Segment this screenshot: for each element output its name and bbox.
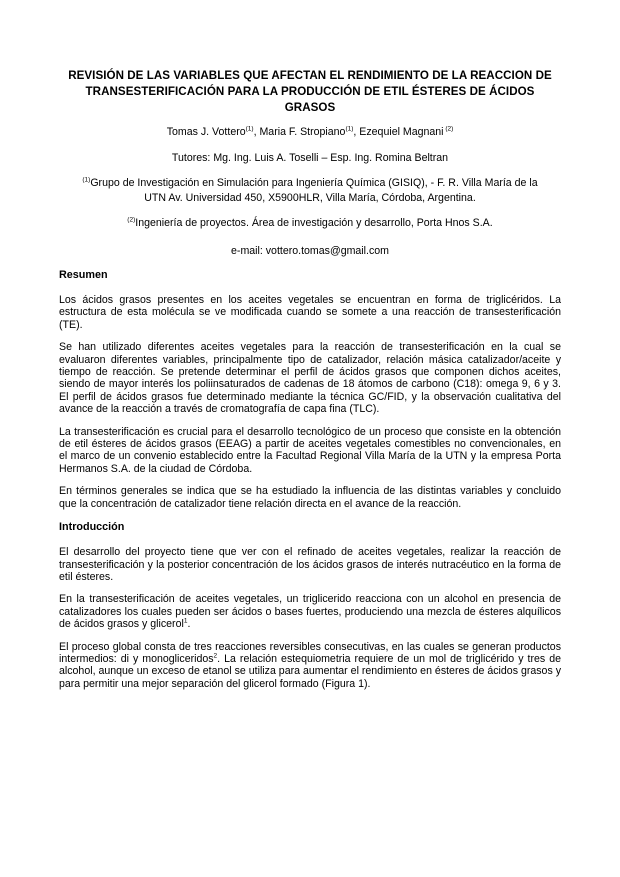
resumen-paragraph-1: Los ácidos grasos presentes en los aceites vegetales se encuentran en forma de triglicéridos. La estructura de esta molécula se ve modificada cuando se somete a una reacción de transesterificación (TE). <box>59 294 561 331</box>
author-separator: , <box>253 126 260 138</box>
affiliation-1-mark: (1) <box>82 176 91 184</box>
introduccion-paragraph-2-end: . <box>187 618 191 631</box>
affiliation-1-line-1: Grupo de Investigación en Simulación para Ingeniería Química (GISIQ), - F. R. Villa María de la <box>90 177 538 189</box>
affiliation-2 <box>59 216 561 231</box>
section-heading-introduccion: Introducción <box>59 521 125 534</box>
author-affiliation-mark: (2) <box>443 125 454 133</box>
paper-title <box>59 68 561 116</box>
contact-email: e-mail: vottero.tomas@gmail.com <box>231 245 389 257</box>
affiliation-1 <box>59 176 561 206</box>
author-name: Tomas J. Vottero <box>166 126 246 138</box>
introduccion-paragraph-3-text-b: . La relación estequiometria requiere de un mol de triglicérido y tres de alcohol, aunque un exceso de etanol se utiliza para aumentar el rendimiento en ésteres de ácidos grasos y para permitir una mejor separación del glicerol formado (Figura 1). <box>59 652 561 690</box>
introduccion-paragraph-2-text: En la transesterificación de aceites vegetales, un triglicerido reacciona con un alcohol en presencia de catalizadores los cuales pueden ser ácidos o bases fuertes, produciendo una mezcla de ésteres alquílicos de ácidos grasos y glicerol <box>59 593 561 631</box>
introduccion-paragraph-1: El desarrollo del proyecto tiene que ver con el refinado de aceites vegetales, realizar la reacción de transesterificación y la posterior concentración de los ácidos grasos de interés nutracéutico en la forma de etil ésteres. <box>59 546 561 583</box>
section-heading-resumen: Resumen <box>59 269 108 281</box>
affiliation-2-mark: (2) <box>127 216 136 224</box>
affiliation-2-text: Ingeniería de proyectos. Área de investigación y desarrollo, Porta Hnos S.A. <box>135 217 493 229</box>
author-name: Maria F. Stropiano <box>259 126 346 138</box>
tutors-line: Tutores: Mg. Ing. Luis A. Toselli – Esp. Ing. Romina Beltran <box>171 152 449 164</box>
introduccion-paragraph-3 <box>59 641 561 691</box>
introduccion-paragraph-2 <box>59 593 561 630</box>
paper-title-line-1: REVISIÓN DE LAS VARIABLES QUE AFECTAN EL RENDIMIENTO DE LA REACCION DE <box>68 69 552 82</box>
author-list <box>59 125 561 140</box>
resumen-paragraph-4: En términos generales se indica que se ha estudiado la influencia de las distintas variables y concluido que la concentración de catalizador tiene relación directa en el avance de la reacción. <box>59 485 561 510</box>
resumen-paragraph-3: La transesterificación es crucial para el desarrollo tecnológico de un proceso que consiste en la obtención de etil ésteres de ácidos grasos (EEAG) a partir de aceites vegetales comestibles no convencionales, en el marco de un convenio establecido entre la Facultad Regional Villa María de la UTN y la empresa Porta Hermanos S.A. de la ciudad de Córdoba. <box>59 425 561 475</box>
introduccion-paragraph-3-text-a: El proceso global consta de tres reacciones reversibles consecutivas, en las cuales se generan productos intermedios: di y monogliceridos <box>59 640 561 665</box>
paper-title-line-2: TRANSESTERIFICACIÓN PARA LA PRODUCCIÓN DE ETIL ÉSTERES DE ÁCIDOS GRASOS <box>85 85 535 114</box>
author-separator: , <box>353 126 360 138</box>
affiliation-1-line-2: UTN Av. Universidad 450, X5900HLR, Villa María, Córdoba, Argentina. <box>144 192 476 204</box>
citation-mark: 2 <box>213 652 218 660</box>
author-affiliation-mark: (1) <box>345 125 354 133</box>
author-name: Ezequiel Magnani <box>359 126 444 138</box>
citation-mark: 1 <box>183 617 188 625</box>
author-affiliation-mark: (1) <box>245 125 254 133</box>
resumen-paragraph-2: Se han utilizado diferentes aceites vegetales para la reacción de transesterificación en la cual se evaluaron diferentes variables, principalmente tipo de catalizador, relación másica catalizador/aceite y tiempo de reacción. Se pretende determinar el perfil de ácidos grasos que componen dichos aceites, siendo de mayor interés los poliinsaturados de cadenas de 18 átomos de carbono (C18): omega 9, 6 y 3. El perfil de ácidos grasos fue determinado mediante la técnica GC/FID, y la observación cualitativa del avance de la reacción a través de cromatografía de capa fina (TLC). <box>59 341 561 416</box>
